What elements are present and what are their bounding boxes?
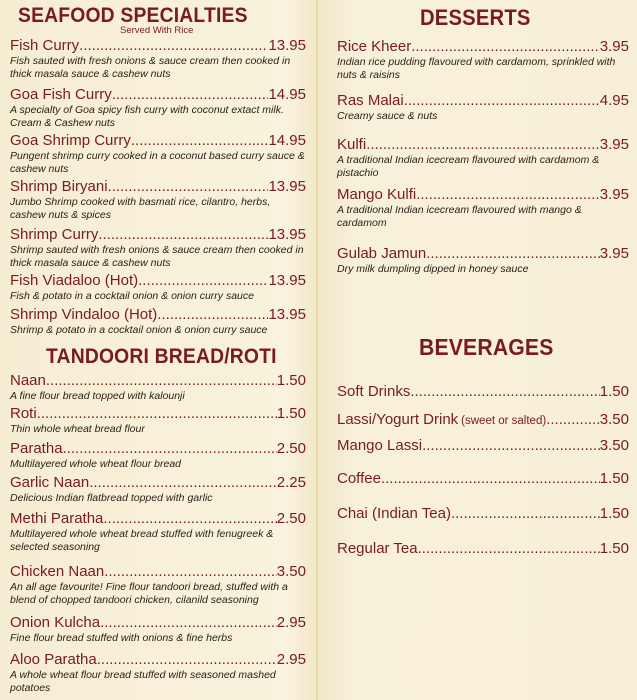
item-name: Gulab Jamun [337, 245, 427, 262]
dot-leader [37, 405, 277, 422]
menu-item [10, 440, 306, 471]
item-price: 1.50 [599, 505, 629, 522]
menu-item-row [10, 178, 306, 195]
menu-item-row [10, 651, 306, 668]
menu-item [10, 37, 306, 80]
item-name: Soft Drinks [337, 383, 411, 400]
menu-item-row [337, 411, 629, 428]
dot-leader [89, 474, 277, 491]
menu-item-row [10, 440, 306, 457]
menu-item [10, 86, 306, 129]
item-name: Fish Curry [10, 37, 80, 54]
item-name: Roti [10, 405, 37, 422]
item-description: A traditional Indian icecream flavoured with mango & cardamom [337, 204, 582, 229]
beverages-title: BEVERAGES [419, 334, 554, 360]
dot-leader [426, 245, 600, 262]
dot-leader [103, 510, 276, 527]
menu-item-row [10, 132, 306, 149]
menu-item [337, 383, 629, 400]
item-description: Creamy sauce & nuts [337, 110, 438, 122]
item-description: A whole wheat flour bread stuffed with seasoned mashed potatoes [10, 669, 276, 694]
menu-item-row [337, 437, 629, 454]
dot-leader [63, 440, 277, 457]
menu-item [337, 437, 629, 454]
item-description: Dry milk dumpling dipped in honey sauce [337, 263, 529, 275]
menu-item-row [10, 614, 306, 631]
dot-leader [46, 372, 277, 389]
item-name: Lassi/Yogurt Drink [337, 411, 459, 428]
dot-leader [138, 272, 268, 289]
item-name: Methi Paratha [10, 510, 104, 527]
dot-leader [366, 136, 600, 153]
item-name: Goa Fish Curry [10, 86, 112, 103]
menu-item [10, 405, 306, 436]
item-description: A fine flour bread topped with kalounji [10, 390, 185, 402]
menu-item [337, 92, 629, 123]
dot-leader [79, 37, 268, 54]
item-price: 1.50 [599, 470, 629, 487]
menu-item [337, 186, 629, 229]
menu-item [10, 272, 306, 303]
item-name: Ras Malai [337, 92, 404, 109]
item-price: 14.95 [268, 86, 306, 103]
menu-item [337, 136, 629, 179]
menu-item [10, 226, 306, 269]
item-name: Regular Tea [337, 540, 418, 557]
item-price: 3.95 [599, 186, 629, 203]
item-description: Fish sauted with fresh onions & sauce cream then cooked in thick masala sauce & cashew nuts [10, 55, 291, 80]
item-name: Kulfi [337, 136, 367, 153]
dot-leader [381, 470, 600, 487]
menu-item-row [337, 186, 629, 203]
item-price: 13.95 [268, 226, 306, 243]
menu-item-row [10, 474, 306, 491]
menu-item-row [337, 470, 629, 487]
item-name: Rice Kheer [337, 38, 412, 55]
item-name: Chai (Indian Tea) [337, 505, 451, 522]
dot-leader [112, 86, 269, 103]
item-name: Aloo Paratha [10, 651, 97, 668]
dot-leader [108, 178, 269, 195]
item-name: Chicken Naan [10, 563, 105, 580]
menu-item [10, 372, 306, 403]
item-price: 14.95 [268, 132, 306, 149]
menu-item [10, 178, 306, 221]
item-price: 3.50 [599, 437, 629, 454]
menu-item-row [10, 563, 306, 580]
item-description: A specialty of Goa spicy fish curry with coconut extact milk. Cream & Cashew nuts [10, 104, 284, 129]
item-price: 13.95 [268, 37, 306, 54]
seafood-title: SEAFOOD SPECIALTIES [18, 4, 248, 27]
column-divider [316, 0, 318, 700]
dot-leader [410, 383, 599, 400]
menu-item [10, 510, 306, 553]
item-price: 1.50 [276, 372, 306, 389]
menu-item-row [10, 37, 306, 54]
item-name: Shrimp Curry [10, 226, 99, 243]
item-price: 3.95 [599, 136, 629, 153]
item-price: 3.95 [599, 245, 629, 262]
item-description: Multilayered whole wheat bread stuffed with fenugreek & selected seasoning [10, 528, 274, 553]
item-description: Pungent shrimp curry cooked in a coconut based curry sauce & cashew nuts [10, 150, 305, 175]
seafood-subtitle: Served With Rice [120, 25, 194, 36]
item-description: Shrimp & potato in a cocktail onion & onion curry sauce [10, 324, 268, 336]
menu-item-row [10, 86, 306, 103]
item-name: Shrimp Vindaloo (Hot) [10, 306, 158, 323]
menu-item [10, 563, 306, 606]
dot-leader [100, 614, 277, 631]
item-price: 2.95 [276, 651, 306, 668]
item-description: A traditional Indian icecream flavoured with cardamom & pistachio [337, 154, 600, 179]
item-name: Mango Kulfi [337, 186, 417, 203]
menu-item [10, 474, 306, 505]
item-price: 3.95 [599, 38, 629, 55]
dot-leader [97, 651, 277, 668]
item-price: 1.50 [599, 383, 629, 400]
item-price: 13.95 [268, 272, 306, 289]
menu-item-row [337, 38, 629, 55]
item-description: Fine flour bread stuffed with onions & fine herbs [10, 632, 233, 644]
menu-item-row [337, 245, 629, 262]
menu-item-row [337, 505, 629, 522]
item-price: 2.50 [276, 440, 306, 457]
item-price: 2.50 [276, 510, 306, 527]
item-name: Shrimp Biryani [10, 178, 108, 195]
dot-leader [451, 505, 600, 522]
item-name: Garlic Naan [10, 474, 90, 491]
dot-leader [157, 306, 268, 323]
menu-item-row [10, 510, 306, 527]
item-price: 2.95 [276, 614, 306, 631]
menu-item-row [10, 272, 306, 289]
item-name: Mango Lassi [337, 437, 423, 454]
item-price: 3.50 [276, 563, 306, 580]
item-description: An all age favourite! Fine flour tandoori bread, stuffed with a blend of chopped tandoori chicken, cilanild seasoning [10, 581, 288, 606]
dot-leader [546, 411, 600, 428]
tandoori-title: TANDOORI BREAD/ROTI [46, 345, 277, 368]
menu-item-row [337, 383, 629, 400]
dot-leader [418, 540, 600, 557]
menu-item-row [337, 540, 629, 557]
dot-leader [104, 563, 277, 580]
item-price: 1.50 [599, 540, 629, 557]
item-description: Fish & potato in a cocktail onion & onion curry sauce [10, 290, 254, 302]
menu-item [10, 132, 306, 175]
dot-leader [416, 186, 600, 203]
item-price: 3.50 [599, 411, 629, 428]
menu-item [10, 614, 306, 645]
menu-item-row [10, 306, 306, 323]
item-name: Fish Viadaloo (Hot) [10, 272, 139, 289]
menu-item-row [337, 92, 629, 109]
item-name: Paratha [10, 440, 63, 457]
menu-item [10, 306, 306, 337]
item-description: Thin whole wheat bread flour [10, 423, 145, 435]
item-name: Naan [10, 372, 46, 389]
menu-item [337, 38, 629, 81]
item-description: Jumbo Shrimp cooked with basmati rice, cilantro, herbs, cashew nuts & spices [10, 196, 271, 221]
menu-item [337, 505, 629, 522]
item-name: Onion Kulcha [10, 614, 101, 631]
item-name: Coffee [337, 470, 381, 487]
menu-item [337, 245, 629, 276]
menu-item [337, 540, 629, 557]
item-name: Goa Shrimp Curry [10, 132, 131, 149]
dot-leader [131, 132, 269, 149]
item-price: 13.95 [268, 178, 306, 195]
menu-item [337, 411, 629, 428]
item-price: 2.25 [276, 474, 306, 491]
menu-item-row [337, 136, 629, 153]
item-price: 4.95 [599, 92, 629, 109]
dot-leader [422, 437, 600, 454]
dot-leader [411, 38, 600, 55]
menu-item-row [10, 226, 306, 243]
menu-item [10, 651, 306, 694]
item-description: Delicious Indian flatbread topped with garlic [10, 492, 213, 504]
item-price: 13.95 [268, 306, 306, 323]
desserts-title: DESSERTS [420, 5, 531, 30]
item-description: Shrimp sauted with fresh onions & sauce cream then cooked in thick masala sauce & cashew nuts [10, 244, 304, 269]
item-description: Multilayered whole wheat flour bread [10, 458, 182, 470]
dot-leader [98, 226, 268, 243]
item-description: Indian rice pudding flavoured with cardamom, sprinkled with nuts & raisins [337, 56, 616, 81]
menu-item-row [10, 372, 306, 389]
menu-item [337, 470, 629, 487]
menu-item-row [10, 405, 306, 422]
dot-leader [404, 92, 600, 109]
item-price: 1.50 [276, 405, 306, 422]
item-note: (sweet or salted) [461, 415, 547, 427]
